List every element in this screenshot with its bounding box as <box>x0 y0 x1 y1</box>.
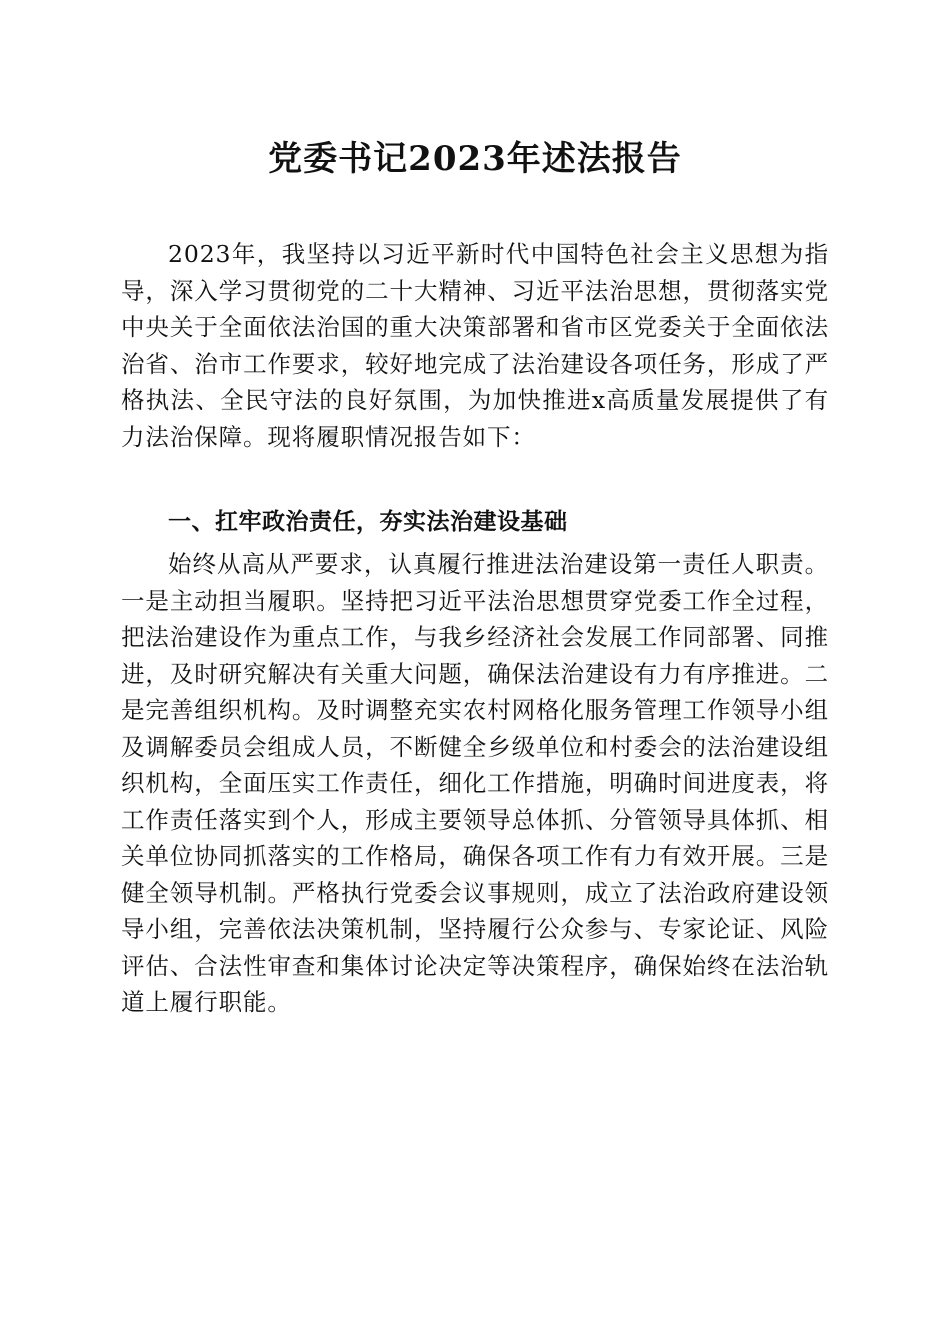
intro-paragraph: 2023年，我坚持以习近平新时代中国特色社会主义思想为指导，深入学习贯彻党的二十大精神、习近平法治思想，贯彻落实党中央关于全面依法治国的重大决策部署和省市区党委关于全面依法治省、治市工作要求，较好地完成了法治建设各项任务，形成了严格执法、全民守法的良好氛围，为加快推进x高质量发展提供了有力法治保障。现将履职情况报告如下： <box>121 240 829 451</box>
document-title: 党委书记2023年述法报告 <box>268 139 682 179</box>
section-heading: 一、扛牢政治责任，夯实法治建设基础 <box>168 509 568 535</box>
section-paragraph: 始终从高从严要求，认真履行推进法治建设第一责任人职责。一是主动担当履职。坚持把习近平法治思想贯穿党委工作全过程，把法治建设作为重点工作，与我乡经济社会发展工作同部署、同推进，及时研究解决有关重大问题，确保法治建设有力有序推进。二是完善组织机构。及时调整充实农村网格化服务管理工作领导小组及调解委员会组成人员，不断健全乡级单位和村委会的法治建设组织机构，全面压实工作责任，细化工作措施，明确时间进度表，将工作责任落实到个人，形成主要领导总体抓、分管领导具体抓、相关单位协同抓落实的工作格局，确保各项工作有力有效开展。三是健全领导机制。严格执行党委会议事规则，成立了法治政府建设领导小组，完善依法决策机制，坚持履行公众参与、专家论证、风险评估、合法性审查和集体讨论决定等决策程序，确保始终在法治轨道上履行职能。 <box>121 550 829 1016</box>
